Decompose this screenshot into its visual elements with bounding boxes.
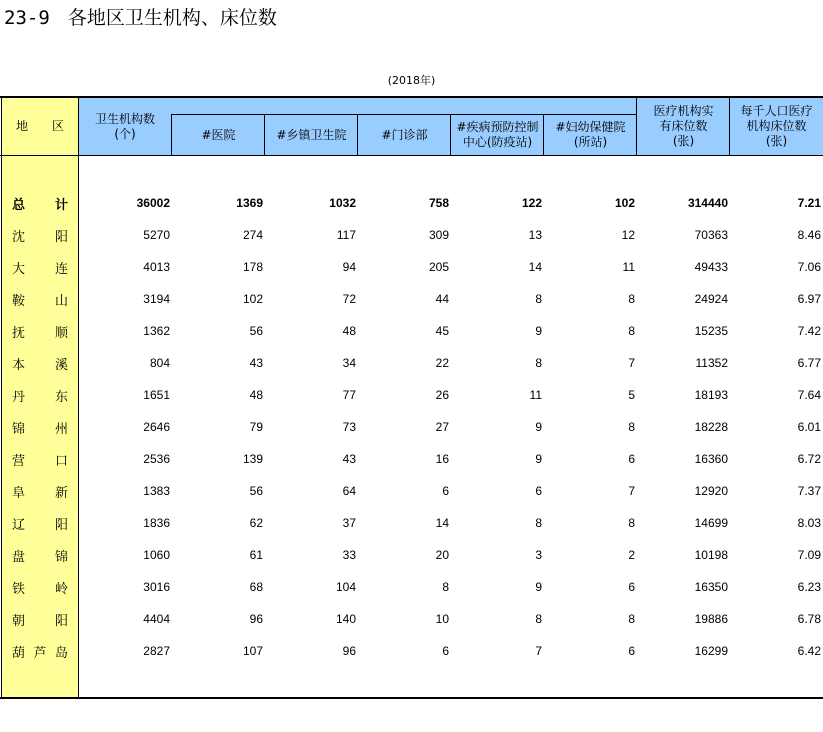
cell-township: 117 <box>336 228 356 242</box>
cell-beds: 15235 <box>694 324 728 338</box>
table-row <box>0 315 823 347</box>
header-mch-line1: #妇幼保健院 <box>555 120 626 134</box>
region-name-char: 阳 <box>54 613 68 629</box>
cell-institutions: 3194 <box>143 292 170 306</box>
region-name <box>12 315 68 347</box>
cell-mch: 8 <box>628 612 635 626</box>
cell-township: 1032 <box>329 196 356 210</box>
region-name <box>12 187 68 219</box>
region-name <box>12 603 68 635</box>
cell-township: 72 <box>342 292 356 306</box>
table-row <box>0 379 823 411</box>
cell-mch: 8 <box>628 420 635 434</box>
cell-institutions: 1651 <box>143 388 170 402</box>
cell-clinics: 22 <box>435 356 449 370</box>
cell-hospitals: 62 <box>249 516 263 530</box>
header-beds-per-thousand-line2: 机构床位数 <box>746 119 807 133</box>
cell-hospitals: 56 <box>249 484 263 498</box>
cell-hospitals: 96 <box>249 612 263 626</box>
cell-beds: 18228 <box>694 420 728 434</box>
region-name-char: 山 <box>54 293 68 309</box>
header-hospitals: #医院 <box>201 127 236 142</box>
cell-township: 140 <box>335 612 356 626</box>
table-row <box>0 571 823 603</box>
cell-township: 73 <box>342 420 356 434</box>
region-name-char: 顺 <box>54 325 68 341</box>
region-name-char: 连 <box>54 261 68 277</box>
cell-cdc: 7 <box>535 644 542 658</box>
cell-clinics: 205 <box>428 260 449 274</box>
cell-institutions: 1836 <box>143 516 170 530</box>
header-bottom-border <box>0 155 823 156</box>
cell-beds: 16299 <box>694 644 728 658</box>
cell-clinics: 45 <box>435 324 449 338</box>
cell-cdc: 122 <box>521 196 542 210</box>
cell-beds-per-thousand: 6.97 <box>797 292 821 306</box>
region-name-char: 本 <box>12 357 26 373</box>
region-name-char: 计 <box>54 197 68 213</box>
table-year: (2018年) <box>387 74 436 87</box>
cell-clinics: 44 <box>435 292 449 306</box>
region-name-char: 州 <box>54 421 68 437</box>
region-name <box>12 507 68 539</box>
table-row <box>0 507 823 539</box>
cell-township: 94 <box>342 260 356 274</box>
header-divider <box>636 97 637 155</box>
header-institutions-line2: (个) <box>114 126 136 141</box>
table-title: 各地区卫生机构、床位数 <box>67 7 277 29</box>
cell-mch: 6 <box>628 580 635 594</box>
total-row <box>0 187 823 219</box>
cell-beds-per-thousand: 7.06 <box>797 260 821 274</box>
region-name-char: 葫 <box>12 645 26 661</box>
cell-clinics: 27 <box>435 420 449 434</box>
cell-institutions: 804 <box>149 356 170 370</box>
header-region: 地 区 <box>15 119 64 133</box>
cell-institutions: 2536 <box>143 452 170 466</box>
cell-hospitals: 43 <box>249 356 263 370</box>
region-name-char: 丹 <box>12 389 26 405</box>
cell-hospitals: 102 <box>242 292 263 306</box>
cell-hospitals: 61 <box>249 548 263 562</box>
cell-township: 37 <box>342 516 356 530</box>
cell-beds-per-thousand: 7.64 <box>797 388 821 402</box>
cell-clinics: 309 <box>428 228 449 242</box>
header-divider <box>357 114 358 155</box>
region-name-char: 锦 <box>12 421 26 437</box>
cell-cdc: 13 <box>528 228 542 242</box>
header-divider <box>264 114 265 155</box>
cell-mch: 6 <box>628 452 635 466</box>
region-name <box>12 539 68 571</box>
cell-hospitals: 274 <box>242 228 263 242</box>
cell-hospitals: 68 <box>249 580 263 594</box>
header-cdc <box>451 115 544 155</box>
header-township: #乡镇卫生院 <box>276 127 347 142</box>
header-beds-per-thousand-line1: 每千人口医疗 <box>740 104 813 118</box>
cell-township: 34 <box>342 356 356 370</box>
cell-mch: 2 <box>628 548 635 562</box>
cell-beds: 10198 <box>694 548 728 562</box>
table-row <box>0 635 823 667</box>
cell-cdc: 9 <box>535 452 542 466</box>
region-name <box>12 475 68 507</box>
cell-institutions: 2827 <box>143 644 170 658</box>
cell-cdc: 6 <box>535 484 542 498</box>
cell-institutions: 5270 <box>143 228 170 242</box>
region-name <box>12 251 68 283</box>
region-name-char: 锦 <box>54 549 68 565</box>
region-name <box>12 219 68 251</box>
cell-hospitals: 139 <box>242 452 263 466</box>
table-top-border <box>0 96 823 98</box>
cell-mch: 12 <box>621 228 635 242</box>
cell-beds: 314440 <box>687 196 728 210</box>
region-name-char: 岛 <box>54 645 68 661</box>
cell-cdc: 3 <box>535 548 542 562</box>
region-name-char: 新 <box>54 485 68 501</box>
header-cdc-line1: #疾病预防控制 <box>456 120 539 134</box>
header-beds-line2: 有床位数 <box>659 119 708 133</box>
cell-institutions: 2646 <box>143 420 170 434</box>
cell-township: 96 <box>342 644 356 658</box>
cell-clinics: 14 <box>435 516 449 530</box>
header-beds-line1: 医疗机构实 <box>653 104 714 118</box>
region-name-char: 盘 <box>12 549 26 565</box>
cell-cdc: 8 <box>535 612 542 626</box>
cell-township: 77 <box>342 388 356 402</box>
cell-mch: 7 <box>628 356 635 370</box>
table-row <box>0 539 823 571</box>
table-row <box>0 347 823 379</box>
cell-beds-per-thousand: 7.37 <box>797 484 821 498</box>
cell-beds: 12920 <box>694 484 728 498</box>
cell-cdc: 8 <box>535 516 542 530</box>
header-cdc-line2: 中心(防疫站) <box>462 135 533 149</box>
cell-township: 48 <box>342 324 356 338</box>
cell-beds-per-thousand: 6.23 <box>797 580 821 594</box>
header-beds-per-thousand <box>730 98 823 155</box>
cell-beds: 11352 <box>695 356 728 370</box>
cell-beds: 49433 <box>694 260 728 274</box>
cell-beds: 16360 <box>694 452 728 466</box>
cell-clinics: 26 <box>435 388 449 402</box>
region-name-char: 口 <box>54 453 68 469</box>
cell-beds-per-thousand: 6.77 <box>797 356 821 370</box>
cell-cdc: 9 <box>535 420 542 434</box>
cell-beds: 70363 <box>694 228 728 242</box>
cell-mch: 6 <box>628 644 635 658</box>
cell-hospitals: 1369 <box>236 196 263 210</box>
cell-beds-per-thousand: 6.01 <box>797 420 821 434</box>
cell-township: 104 <box>335 580 356 594</box>
cell-township: 33 <box>342 548 356 562</box>
cell-beds: 19886 <box>694 612 728 626</box>
region-name-char: 大 <box>12 261 26 277</box>
cell-institutions: 4013 <box>143 260 170 274</box>
region-name-char: 阳 <box>54 517 68 533</box>
header-institutions-line1: 卫生机构数 <box>94 111 155 126</box>
cell-cdc: 14 <box>528 260 542 274</box>
cell-institutions: 3016 <box>143 580 170 594</box>
cell-mch: 8 <box>628 516 635 530</box>
cell-institutions: 4404 <box>143 612 170 626</box>
table-row <box>0 219 823 251</box>
cell-hospitals: 56 <box>249 324 263 338</box>
cell-clinics: 6 <box>442 484 449 498</box>
cell-beds-per-thousand: 8.03 <box>797 516 821 530</box>
cell-mch: 102 <box>614 196 635 210</box>
header-beds-per-thousand-line3: (张) <box>765 134 788 148</box>
header-beds-line3: (张) <box>672 134 695 148</box>
table-row <box>0 283 823 315</box>
cell-beds-per-thousand: 6.72 <box>797 452 821 466</box>
region-name <box>12 347 68 379</box>
region-name <box>12 571 68 603</box>
cell-clinics: 6 <box>442 644 449 658</box>
cell-hospitals: 48 <box>249 388 263 402</box>
region-name <box>12 283 68 315</box>
cell-township: 43 <box>342 452 356 466</box>
cell-mch: 8 <box>628 324 635 338</box>
cell-clinics: 16 <box>435 452 449 466</box>
cell-clinics: 20 <box>435 548 449 562</box>
cell-institutions: 1383 <box>143 484 170 498</box>
table-row <box>0 251 823 283</box>
region-name-char: 东 <box>54 389 68 405</box>
page-title <box>4 6 277 30</box>
cell-institutions: 1060 <box>143 548 170 562</box>
header-divider <box>543 114 544 155</box>
region-name-char: 岭 <box>54 581 68 597</box>
cell-beds-per-thousand: 8.46 <box>797 228 821 242</box>
header-clinics: #门诊部 <box>381 127 428 142</box>
table-number: 23-9 <box>4 7 50 29</box>
cell-beds-per-thousand: 7.42 <box>797 324 821 338</box>
cell-beds: 14699 <box>694 516 728 530</box>
cell-beds-per-thousand: 7.21 <box>797 196 821 210</box>
region-name <box>12 443 68 475</box>
cell-clinics: 8 <box>442 580 449 594</box>
header-divider <box>729 97 730 155</box>
cell-hospitals: 107 <box>242 644 263 658</box>
cell-beds: 18193 <box>694 388 728 402</box>
region-name <box>12 635 68 667</box>
cell-beds-per-thousand: 6.78 <box>797 612 821 626</box>
table-row <box>0 443 823 475</box>
region-name-char: 抚 <box>12 325 26 341</box>
table-bottom-border <box>0 697 823 699</box>
cell-beds-per-thousand: 7.09 <box>797 548 821 562</box>
cell-cdc: 8 <box>535 356 542 370</box>
region-name-char: 铁 <box>12 581 26 597</box>
cell-mch: 8 <box>628 292 635 306</box>
region-name-char: 芦 <box>33 645 47 661</box>
cell-clinics: 10 <box>435 612 449 626</box>
cell-cdc: 8 <box>535 292 542 306</box>
region-name-char: 辽 <box>12 517 26 533</box>
cell-cdc: 11 <box>529 388 542 402</box>
cell-beds: 24924 <box>694 292 728 306</box>
region-name-char: 阳 <box>54 229 68 245</box>
header-mch-line2: (所站) <box>573 135 608 149</box>
cell-clinics: 758 <box>428 196 449 210</box>
table-row <box>0 603 823 635</box>
cell-institutions: 36002 <box>136 196 170 210</box>
region-name-char: 沈 <box>12 229 26 245</box>
cell-mch: 5 <box>628 388 635 402</box>
table-row <box>0 475 823 507</box>
header-beds <box>637 98 730 155</box>
header-divider <box>450 114 451 155</box>
region-name-char: 营 <box>12 453 26 469</box>
region-name <box>12 411 68 443</box>
cell-mch: 11 <box>622 260 635 274</box>
cell-cdc: 9 <box>535 324 542 338</box>
region-name-char: 阜 <box>12 485 26 501</box>
cell-hospitals: 178 <box>242 260 263 274</box>
region-name <box>12 379 68 411</box>
cell-township: 64 <box>342 484 356 498</box>
region-name-char: 鞍 <box>12 293 26 309</box>
region-name-char: 溪 <box>54 357 68 373</box>
header-mch <box>544 115 637 155</box>
cell-cdc: 9 <box>535 580 542 594</box>
cell-institutions: 1362 <box>143 324 170 338</box>
cell-beds: 16350 <box>694 580 728 594</box>
cell-hospitals: 79 <box>249 420 263 434</box>
region-name-char: 总 <box>12 197 26 213</box>
header-divider <box>171 114 172 155</box>
header-institutions <box>78 98 172 155</box>
cell-mch: 7 <box>628 484 635 498</box>
header-sub-divider <box>172 114 637 115</box>
table-row <box>0 411 823 443</box>
region-name-char: 朝 <box>12 613 26 629</box>
cell-beds-per-thousand: 6.42 <box>797 644 821 658</box>
